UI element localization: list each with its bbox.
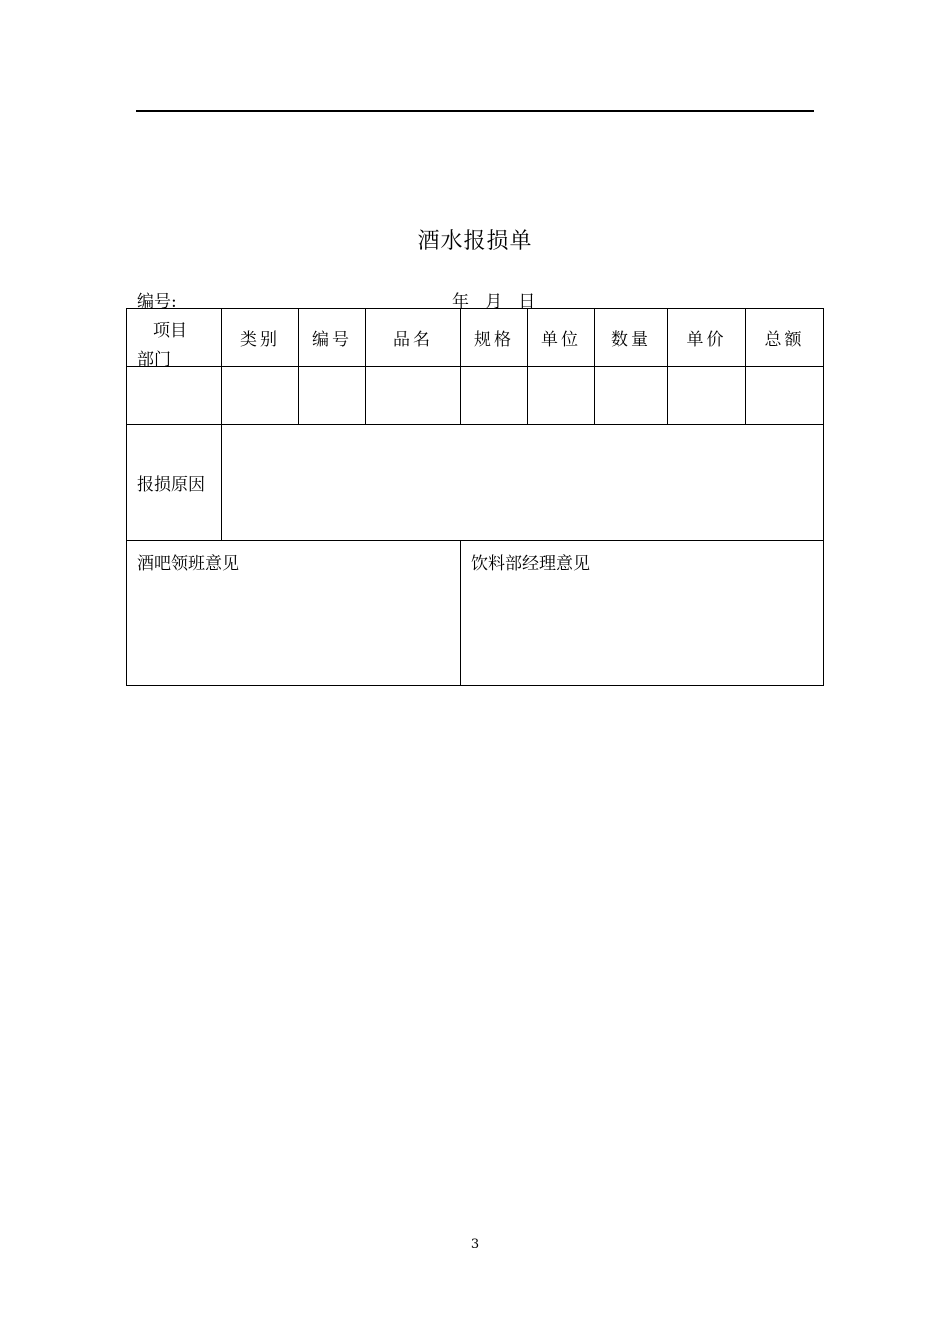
entry-cell-name[interactable] (365, 366, 461, 425)
bar-supervisor-opinion-cell[interactable] (126, 540, 461, 686)
form-title: 酒水报损单 (417, 229, 533, 254)
damage-report-table (126, 308, 824, 686)
column-header-total: 总额 (745, 308, 824, 367)
department-corner-label: 部门 (137, 350, 171, 370)
column-header-category: 类别 (221, 308, 299, 367)
column-header-quantity: 数量 (594, 308, 668, 367)
entry-cell-unit-price[interactable] (667, 366, 746, 425)
bar-supervisor-opinion-label: 酒吧领班意见 (137, 554, 239, 574)
beverage-manager-opinion-label: 饮料部经理意见 (471, 554, 590, 574)
entry-cell-code[interactable] (298, 366, 366, 425)
number-label: 编号: (137, 292, 177, 312)
reason-label-cell (126, 424, 222, 541)
column-header-unit-price: 单价 (667, 308, 746, 367)
item-corner-label: 项目 (153, 321, 187, 341)
entry-cell-quantity[interactable] (594, 366, 668, 425)
column-header-code: 编号 (298, 308, 366, 367)
reason-label: 报损原因 (137, 475, 205, 495)
beverage-manager-opinion-cell[interactable] (460, 540, 824, 686)
reason-input-cell[interactable] (221, 424, 824, 541)
page-number: 3 (470, 1237, 480, 1252)
date-label: 年 月 日 (452, 292, 536, 312)
entry-cell-total[interactable] (745, 366, 824, 425)
entry-cell-department[interactable] (126, 366, 222, 425)
entry-cell-unit[interactable] (527, 366, 595, 425)
column-header-unit: 单位 (527, 308, 595, 367)
column-header-spec: 规格 (460, 308, 528, 367)
header-rule (136, 110, 814, 112)
entry-cell-spec[interactable] (460, 366, 528, 425)
column-header-name: 品名 (365, 308, 461, 367)
corner-header-cell (126, 308, 222, 370)
entry-cell-category[interactable] (221, 366, 299, 425)
